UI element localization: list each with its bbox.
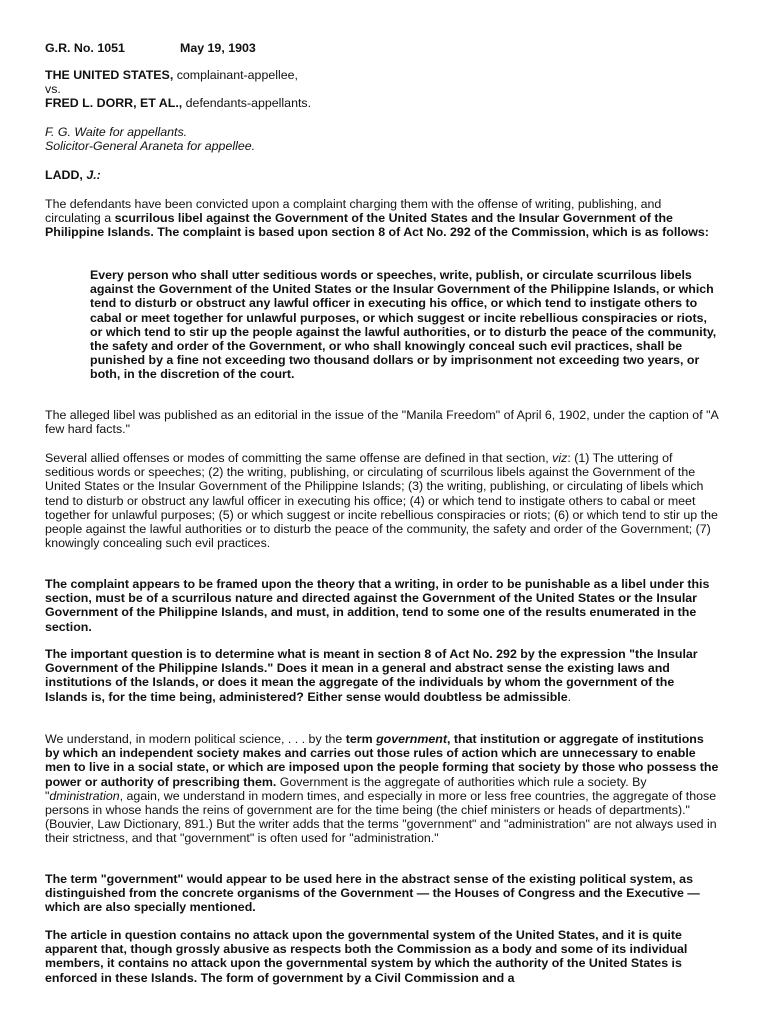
paragraph-6-bold: , that institution or aggregate of institutions by which an independent society makes and carries out those rules of action which are unnecessary to enable men to live in a social state, or which are imposed upon the people forming that society by those who possess the power or authority of prescribing them. (45, 732, 719, 789)
paragraph-5-end: . (567, 689, 572, 704)
plaintiff-name: THE UNITED STATES, (45, 68, 174, 82)
paragraph-2: The alleged libel was published as an editorial in the issue of the "Manila Freedom" of April 6, 1902, under the caption of "A few hard facts." (45, 408, 719, 437)
paragraph-1 (45, 197, 720, 240)
paragraph-1-text: The defendants have been convicted upon a complaint charging them with the offense of writing, publishing, and circulating a (45, 197, 662, 226)
paragraph-3-text-a: Several allied offenses or modes of committing the same offense are defined in that section, (45, 451, 553, 465)
paragraph-6-term: term (345, 732, 377, 746)
judge-name: LADD, (45, 168, 87, 182)
paragraph-6 (45, 732, 720, 846)
defendant-role: defendants-appellants. (182, 96, 312, 111)
case-header (45, 41, 720, 55)
paragraph-3-text-b: : (1) The uttering of seditious words or speeches; (2) the writing, publishing, or circulating of scurrilous libels against the Government of the United States or the Insular Government of the Philippine Islands; (3) the writing, publishing, or circulating of libels which tend to disturb or obstruct any lawful officer in executing his office; (4) or which tend to instigate others to cabal or meet together for unlawful purposes; (5) or which suggest or incite rebellious conspiracies or riots; (6) or which tend to stir up the people against the lawful authorities or to disturb the peace of the community, the safety and order of the Government; (7) knowingly concealing such evil practices. (45, 451, 718, 551)
statute-quote: Every person who shall utter seditious words or speeches, write, publish, or circulate scurrilous libels against the Government of the United States or the Insular Government of the Philippine Islands, or which tend to disturb or obstruct any lawful officer in executing his office, or which tend to instigate others to cabal or meet together for unlawful purposes, or which suggest or incite rebellious conspiracies or riots, or which tend to stir up the people against the lawful authorities, or to disturb the peace of the community, the safety and order of the Government, or who shall knowingly conceal such evil practices, shall be punished by a fine not exceeding two thousand dollars or by imprisonment not exceeding two years, or both, in the discretion of the court. (90, 268, 717, 382)
paragraph-4: The complaint appears to be framed upon the theory that a writing, in order to be punishable as a libel under this section, must be of a scurrilous nature and directed against the Government of the United States or the Insular Government of the Philippine Islands, and must, in addition, tend to some one of the results enumerated in the section. (45, 577, 710, 634)
paragraph-8: The article in question contains no attack upon the governmental system of the United States, and it is quite apparent that, though grossly abusive as respects both the Commission as a body and some of its individual members, it contains no attack upon the governmental system by which the authority of the United States is enforced in these Islands. The form of government by a Civil Commission and a (45, 928, 688, 985)
paragraph-6-text-e: Government is the aggregate of authorities which rule a society. By " (45, 774, 647, 803)
ponente (45, 168, 720, 182)
judge-suffix: J.: (86, 168, 101, 182)
paragraph-6-text-a: We understand, in modern political science, . . . by the (45, 732, 346, 746)
versus: vs. (45, 82, 61, 97)
counsel-block (45, 125, 720, 153)
defendant-name: FRED L. DORR, ET AL., (45, 96, 183, 111)
paragraph-6-administration: dministration (49, 788, 120, 803)
paragraph-1-bold: scurrilous libel against the Government of the United States and the Insular Government of the Philippine Islands. The complaint is based upon section 8 of Act No. 292 of the Commission, which is as follows: (45, 211, 709, 240)
paragraph-5 (45, 647, 720, 704)
parties-block (45, 68, 720, 111)
paragraph-3 (45, 451, 720, 550)
paragraph-6-text-g: , again, we understand in modern times, and especially in more or less free countries, the aggregate of those persons in whose hands the reins of government are for the time being (the chief ministers or heads of departments)." (Bouvier, Law Dictionary, 891.) But the writer adds that the terms "government" and "administration" are not always used in their strictness, and that "government" is often used for "administration." (45, 788, 717, 846)
paragraph-7: The term "government" would appear to be used here in the abstract sense of the existing political system, as distinguished from the concrete organisms of the Government — the Houses of Congress and the Executive — which are also specially mentioned. (45, 872, 700, 915)
plaintiff-role: complainant-appellee, (173, 68, 298, 82)
case-date: May 19, 1903 (180, 41, 256, 55)
case-number: G.R. No. 1051 (45, 41, 125, 55)
paragraph-3-viz: viz (552, 451, 568, 465)
counsel-appellants: F. G. Waite for appellants. (45, 125, 188, 139)
counsel-appellee: Solicitor-General Araneta for appellee. (45, 139, 256, 154)
paragraph-5-text: The important question is to determine what is meant in section 8 of Act No. 292 by the expression "the Insular Government of the Philippine Islands." Does it mean in a general and abstract sense the existing laws and institutions of the Islands, or does it mean the aggregate of the individuals by whom the government of the Islands is, for the time being, administered? Either sense would doubtless be admissible (45, 647, 698, 704)
paragraph-6-government: government (376, 732, 447, 746)
